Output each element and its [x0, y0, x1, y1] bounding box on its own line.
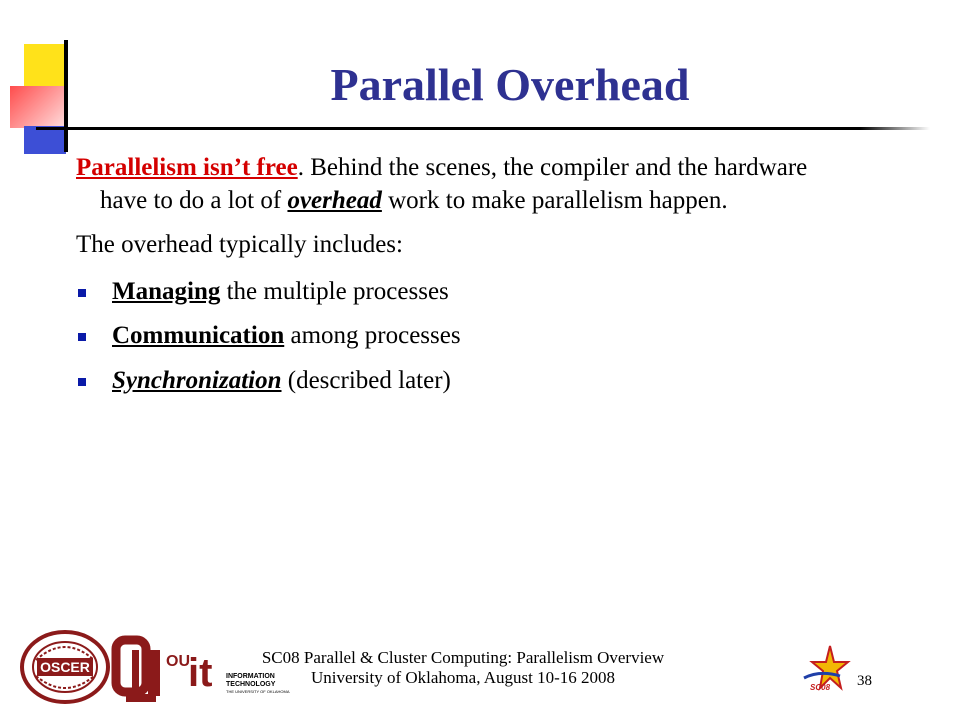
- svg-text:it: it: [188, 651, 213, 695]
- list-item: [76, 320, 856, 353]
- overhead-emphasis: overhead: [287, 186, 382, 214]
- overhead-list: [76, 276, 856, 398]
- list-item: [76, 365, 856, 398]
- oscer-logo-icon: [20, 630, 110, 704]
- footer-caption: [238, 648, 688, 689]
- svg-text:THE UNIVERSITY OF OKLAHOMA: THE UNIVERSITY OF OKLAHOMA: [226, 689, 290, 694]
- bullet-text: the multiple processes: [220, 277, 449, 305]
- slide-title: Parallel Overhead: [330, 59, 690, 110]
- bullet-key: Synchronization: [112, 366, 282, 394]
- bullet-icon: [78, 378, 86, 386]
- footer-line-1: SC08 Parallel & Cluster Computing: Parallelism Overview: [261, 648, 665, 667]
- bullet-icon: [78, 333, 86, 341]
- page-number: 38: [857, 673, 872, 689]
- bullet-text: among processes: [284, 322, 461, 349]
- slide-footer: [0, 610, 960, 720]
- ou-logo-icon: [112, 636, 164, 706]
- corner-decoration: [0, 0, 120, 170]
- intro-paragraph: [76, 152, 856, 217]
- bullet-icon: [78, 289, 86, 297]
- intro-text-2: work to make parallelism happen.: [381, 186, 728, 214]
- bullet-text: (described later): [281, 366, 451, 394]
- vertical-rule: [64, 40, 68, 152]
- blue-square: [24, 126, 66, 154]
- footer-line-2: University of Oklahoma, August 10-16 2008: [310, 668, 616, 688]
- svg-text:OSCER: OSCER: [40, 659, 90, 675]
- title-rule-fade: [860, 127, 930, 130]
- yellow-square: [24, 44, 66, 88]
- intro-text-1: . Behind the scenes, the compiler and the hardware have to do a lot of: [100, 154, 808, 214]
- svg-text:INFORMATION: INFORMATION: [226, 673, 275, 680]
- bullet-key: Communication: [112, 322, 285, 349]
- parallelism-not-free: Parallelism isn’t free: [76, 154, 298, 181]
- list-item: [76, 276, 856, 309]
- title-rule: [36, 127, 860, 130]
- sc08-logo-icon: [800, 644, 850, 694]
- bullet-key: Managing: [112, 277, 221, 305]
- svg-text:SC08: SC08: [810, 683, 831, 692]
- slide-body: [76, 152, 856, 409]
- svg-text:TECHNOLOGY: TECHNOLOGY: [226, 681, 276, 688]
- includes-paragraph: The overhead typically includes:: [76, 231, 403, 258]
- red-square: [10, 86, 66, 128]
- svg-text:OU: OU: [166, 653, 190, 670]
